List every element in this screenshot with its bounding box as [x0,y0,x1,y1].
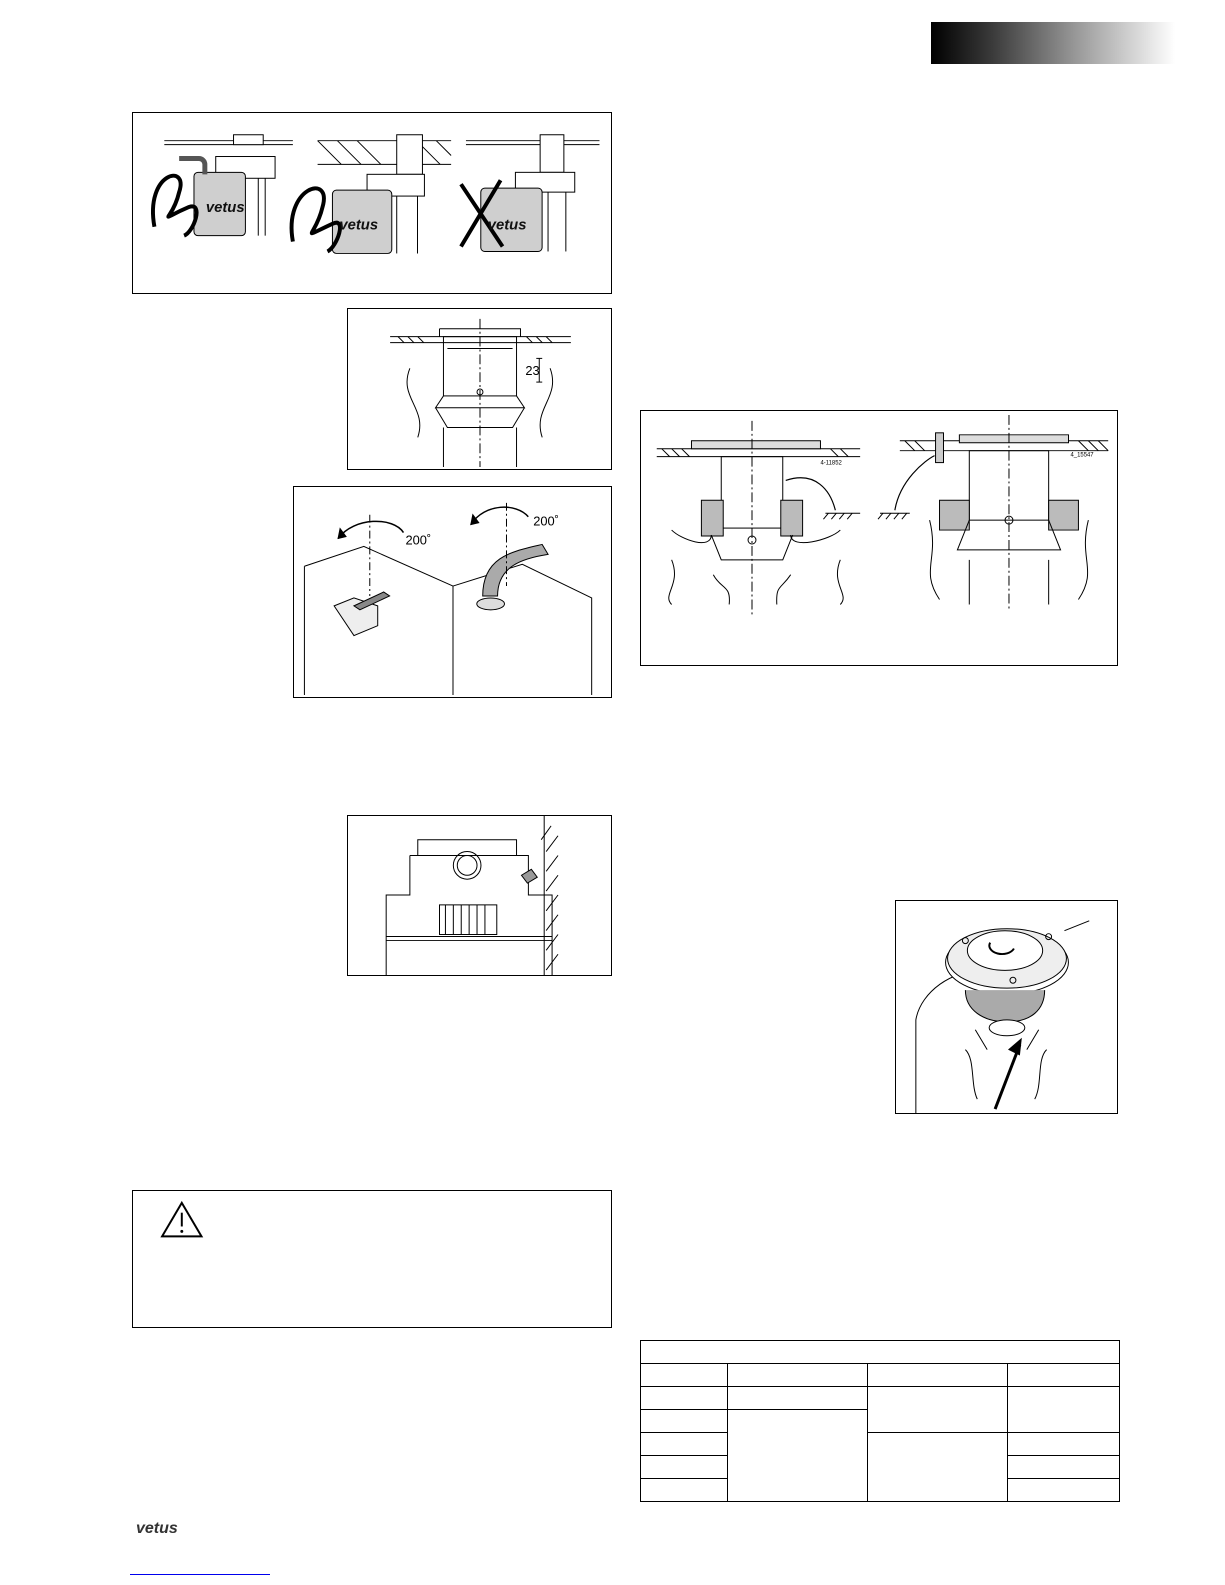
arrow-head [1008,1038,1022,1056]
table-cell [728,1387,868,1410]
grounding-section-figure [640,410,1118,666]
table-cell [641,1341,1120,1364]
table-cell [868,1387,1008,1433]
table-cell [641,1387,728,1410]
table-row [641,1433,1120,1456]
deck-fitting-drawing [896,901,1117,1113]
clearance-dimension-label: 23 [525,363,540,379]
table-cell [868,1433,1008,1502]
wall-clearance-drawing [348,816,611,975]
clearance-section-figure [347,308,612,470]
grounding-section-drawing [641,411,1117,665]
header-tab [931,22,1175,64]
table-cell [868,1364,1008,1387]
mounting-variant-1 [153,135,293,236]
table-row [641,1364,1120,1387]
mounting-brand-label-2: vetus [339,217,379,234]
spec-table [640,1340,1120,1502]
table-cell [728,1364,868,1387]
table-cell [1008,1433,1120,1456]
mounting-variant-2 [292,135,452,254]
table-cell [1008,1456,1120,1479]
mounting-brand-label-3: vetus [487,217,527,234]
table-cell [641,1364,728,1387]
mounting-variants-figure [132,112,612,294]
mounting-brand-label-1: vetus [205,199,245,216]
footer-logo [136,1520,178,1540]
table-cell [641,1433,728,1456]
table-cell [1008,1479,1120,1502]
grounding-code-left: 4-11852 [820,460,842,467]
mounting-variant-3 [461,135,599,252]
clearance-section-drawing [348,309,611,469]
footer-link-underline[interactable] [130,1574,270,1575]
deck-fitting-figure [895,900,1118,1114]
rotation-angle-left: 200˚ [405,532,432,548]
table-cell [641,1479,728,1502]
table-header-row [641,1341,1120,1364]
mounting-variants-drawing [133,113,611,293]
rotation-figure [293,486,612,698]
table-cell [1008,1387,1120,1433]
table-row [641,1387,1120,1410]
warning-triangle-icon [133,1191,611,1327]
table-cell [641,1456,728,1479]
footer-logo-text: vetus [136,1520,178,1537]
table-cell [641,1410,728,1433]
warning-box [132,1190,612,1328]
rotation-drawing [294,487,611,697]
table-cell [728,1410,868,1502]
grounding-code-right: 4_15547 [1070,452,1094,459]
wall-clearance-figure [347,815,612,976]
rotation-angle-right: 200˚ [533,513,559,529]
table-cell [1008,1364,1120,1387]
